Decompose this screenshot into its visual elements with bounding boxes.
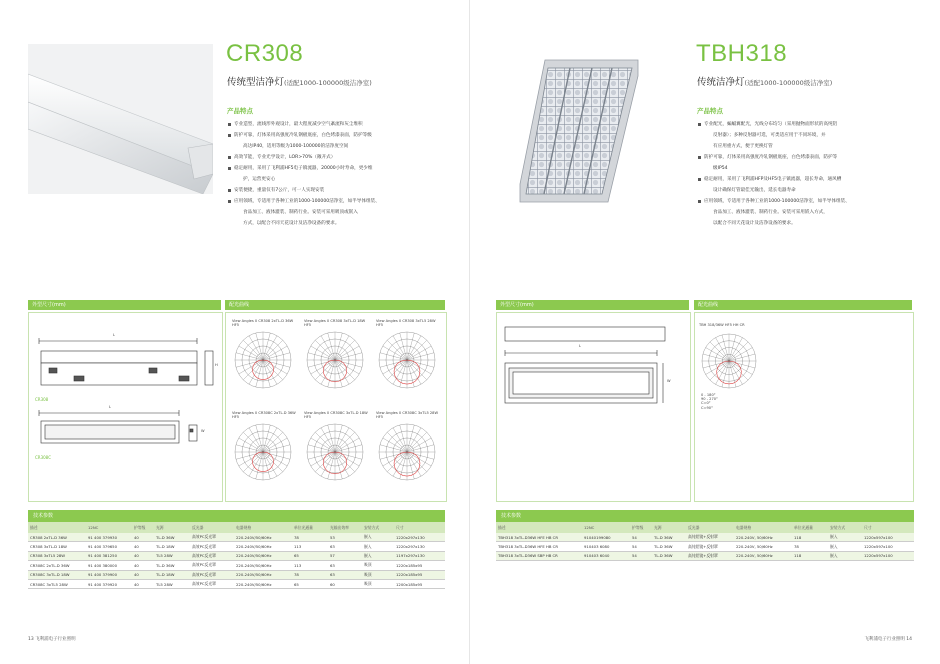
product-subtitle — [227, 74, 372, 88]
table-cell: TL-D 36W — [154, 533, 190, 542]
dim-letter-w: W — [667, 379, 671, 383]
tech-params-bar: 技术参数 — [496, 510, 914, 522]
table-cell: CR308 2xTL-D 36W — [28, 533, 86, 542]
table-cell: 910403 6080 — [582, 542, 630, 551]
polar-caption: View Angles 0 CR308 3xTL-D 18W HF5 — [304, 319, 366, 328]
polar-plot-item — [376, 411, 442, 483]
polar-plot — [699, 331, 759, 391]
feature-item: 方式，以配合不同天花设计及洁净设备的要求。 — [243, 221, 340, 226]
table-header-cell: 反光器 — [686, 522, 734, 533]
table-header-cell: 安装方式 — [828, 522, 862, 533]
table-cell: 63 — [328, 570, 362, 579]
table-header-row — [28, 522, 445, 533]
table-cell: 40 — [132, 542, 154, 551]
table-cell: 高效PC反光罩 — [190, 570, 234, 579]
page-footer-right: 飞利浦电子行业照明 14 — [864, 637, 912, 642]
feature-item: 防护可靠，灯体采用高强度冷轧钢板底座，白色烤漆表面，防护等级 — [227, 130, 452, 141]
feature-item: 安装便捷，重量仅有7公斤，可一人实现安装 — [227, 185, 452, 196]
table-body — [496, 533, 914, 561]
feature-item: 以配合不同天花设计及洁净设备的要求。 — [713, 221, 796, 226]
table-header-cell: 12NC — [582, 522, 630, 533]
table-cell: 91 400 379920 — [86, 579, 132, 588]
table-cell: 吸顶 — [362, 561, 394, 570]
light-distribution-bar: 配光曲线 — [225, 300, 445, 310]
feature-item: 稳定耐用，采用了飞利浦HF5电子镇流器，20000小时寿命，更少维 — [227, 163, 452, 174]
feature-item: 食品加工、液体灌装、制药行业。安装可采用吸顶或嵌入 — [243, 210, 358, 215]
features-list — [227, 119, 452, 229]
table-cell: 高纯铝镜+反射罩 — [686, 542, 734, 551]
polar-plot — [232, 329, 294, 391]
feature-item: 护，运营更安心 — [243, 177, 276, 182]
table-cell: 91 400 379650 — [86, 542, 132, 551]
light-distribution-bar: 配光曲线 — [694, 300, 912, 310]
polar-plot — [304, 421, 366, 483]
table-cell: 220-240V/50/60Hz — [234, 579, 292, 588]
table-cell: 54 — [630, 542, 652, 551]
feature-item: 反射器）；多种反射器可选，可类适应用于不同环境，并 — [713, 133, 826, 138]
table-cell: 吸顶 — [362, 570, 394, 579]
polar-plot-item — [232, 319, 298, 391]
table-body — [28, 533, 445, 589]
table-header-cell: 电器规格 — [734, 522, 792, 533]
right-page — [470, 0, 940, 664]
polar-caption: View Angles 0 CR308 3xTL5 28W HF5 — [376, 319, 436, 328]
table-cell: CR308 3xTL5 28W — [28, 551, 86, 560]
feature-item: 级IP54 — [713, 166, 728, 171]
table-cell: 220-240V/50/60Hz — [234, 542, 292, 551]
table-cell: 113 — [292, 561, 328, 570]
table-cell: 嵌入 — [828, 533, 862, 542]
dim-label-cr308c: CR308C — [35, 455, 51, 460]
table-cell: 1200x185x95 — [394, 579, 445, 588]
table-cell: CR308C 2xTL-D 36W — [28, 561, 86, 570]
table-header-cell: 安装方式 — [362, 522, 394, 533]
table-header-cell: 描述 — [28, 522, 86, 533]
table-header-cell: 光输出效率 — [328, 522, 362, 533]
table-cell: 1197x297x130 — [394, 551, 445, 560]
table-cell: CR308 3xTL-D 18W — [28, 542, 86, 551]
table-row — [28, 579, 445, 588]
cr308-product-photo — [28, 44, 213, 194]
feature-item: 防护可靠，灯体采用高强度冷轧钢板底座，白色烤漆表面，防护等 — [697, 152, 922, 163]
table-cell: 高效PC反光罩 — [190, 561, 234, 570]
table-header-cell: 尺寸 — [862, 522, 914, 533]
table-cell: 嵌入 — [362, 551, 394, 560]
features-heading: 产品特点 — [227, 107, 253, 115]
table-row — [496, 533, 914, 542]
table-cell: 220-240V/50/60Hz — [234, 561, 292, 570]
table-cell: 63 — [328, 561, 362, 570]
polar-caption: TBH 318/36W HF5 HH CR — [699, 323, 745, 327]
subtitle-text: 传统型洁净灯 — [227, 77, 285, 88]
dimensions-bar: 外型尺寸(mm) — [496, 300, 689, 310]
table-cell: 40 — [132, 570, 154, 579]
subtitle-text: 传统洁净灯 — [697, 77, 745, 88]
tech-params-table — [496, 522, 914, 561]
feature-item: 食品加工、液体灌装、制药行业。安装可采用嵌入方式， — [713, 210, 828, 215]
subtitle-note: (适配1000-100000级洁净室) — [284, 79, 372, 87]
table-cell: 40 — [132, 579, 154, 588]
product-subtitle — [697, 74, 832, 88]
table-header-cell: 电器规格 — [234, 522, 292, 533]
dim-letter-l: L — [579, 344, 582, 348]
table-row — [28, 561, 445, 570]
table-header-cell: 反光器 — [190, 522, 234, 533]
polar-plot-item — [376, 319, 442, 391]
table-cell: 高效PC反光罩 — [190, 579, 234, 588]
table-cell: 220-240V, 50/60Hz — [734, 533, 792, 542]
table-row — [496, 542, 914, 551]
dim-letter-w: W — [201, 429, 205, 433]
table-cell: 91 400 379930 — [86, 533, 132, 542]
table-row — [28, 542, 445, 551]
table-cell: 1220x185x95 — [394, 570, 445, 579]
table-cell: 78 — [292, 570, 328, 579]
dim-letter-h: H — [215, 363, 218, 367]
table-header-cell: 光源 — [652, 522, 686, 533]
table-cell: 嵌入 — [362, 542, 394, 551]
table-cell: CR308C 3xTL-D 18W — [28, 570, 86, 579]
feature-item: 有应用重方式，便于更换灯管 — [713, 144, 773, 149]
dimension-drawing — [497, 313, 690, 501]
table-cell: 57 — [328, 551, 362, 560]
feature-item: 高效节能，专业光学设计，LOR>70%（敞开式） — [227, 152, 452, 163]
table-header-cell: 护等级 — [630, 522, 652, 533]
polar-plot — [376, 329, 438, 391]
table-cell: 吸顶 — [362, 579, 394, 588]
tech-params-bar: 技术参数 — [28, 510, 445, 522]
table-cell: 63 — [328, 542, 362, 551]
polar-legend-item: C=90° — [701, 405, 713, 410]
table-cell: 1220x597x100 — [862, 542, 914, 551]
product-model-title: TBH318 — [696, 40, 788, 67]
feature-item: 应用领域，专适用于各种工业的1000-100000洁净室，如半导体组装、 — [697, 196, 922, 207]
table-cell: 高效PC反光罩 — [190, 533, 234, 542]
polar-plot — [232, 421, 294, 483]
table-cell: TL-D 36W — [652, 551, 686, 560]
table-row — [28, 551, 445, 560]
table-cell: 78 — [792, 542, 828, 551]
dim-letter-l: L — [113, 333, 116, 337]
table-header-cell: 描述 — [496, 522, 582, 533]
table-cell: TL-D 36W — [652, 542, 686, 551]
feature-item: 设计确保灯管最佳光输出，延长电器寿命 — [713, 188, 796, 193]
table-cell: 54 — [630, 551, 652, 560]
features-list — [697, 119, 922, 229]
table-cell: 40 — [132, 551, 154, 560]
table-header-cell: 护等级 — [132, 522, 154, 533]
table-header-cell: 光源 — [154, 522, 190, 533]
table-cell: 高效PC反光罩 — [190, 551, 234, 560]
table-cell: 高效PC反光罩 — [190, 542, 234, 551]
table-cell: TL5 28W — [154, 551, 190, 560]
polar-caption: View Angles 0 CR308 2xTL-D 36W HF5 — [232, 319, 294, 328]
polar-legend-item: 0 - 180° — [701, 393, 716, 397]
table-cell: 1220x597x100 — [862, 533, 914, 542]
dimension-drawing-panel — [28, 312, 223, 502]
table-cell: 91 400 381250 — [86, 551, 132, 560]
dim-label-cr308: CR308 — [35, 397, 49, 402]
tbh318-product-photo — [510, 52, 640, 214]
polar-plots-panel — [225, 312, 447, 502]
polar-plot — [376, 421, 438, 483]
table-cell: 78 — [292, 533, 328, 542]
table-cell: TL-D 18W — [154, 570, 190, 579]
table-cell: 65 — [292, 551, 328, 560]
table-header-cell: 单位光通量 — [792, 522, 828, 533]
feature-item: 专业配光，蝙蝠翼配光，光线分布均匀（采用抛物面形状的高纯铝 — [697, 119, 922, 130]
table-cell: 嵌入 — [828, 542, 862, 551]
polar-caption: View Angles 0 CR308C 3xTL5 28W HF5 — [376, 411, 439, 420]
table-cell: 118 — [792, 551, 828, 560]
feature-item: 专业造型，流线形外观设计，最大程度减少空气紊流和灰尘堆积 — [227, 119, 452, 130]
table-cell: 220-240V/50/60Hz — [234, 551, 292, 560]
table-cell: 1220x185x95 — [394, 561, 445, 570]
polar-legend-item: 90 - 270° — [701, 397, 718, 402]
table-row — [496, 551, 914, 560]
table-cell: 60 — [328, 579, 362, 588]
dimension-drawing — [29, 313, 222, 501]
table-cell: TL-D 18W — [154, 542, 190, 551]
table-cell: 91 400 379900 — [86, 570, 132, 579]
polar-plot-item — [232, 411, 298, 483]
polar-caption: View Angles 0 CR308C 2xTL-D 36W HF5 — [232, 411, 296, 420]
table-cell: 220-240V/50/60Hz — [234, 570, 292, 579]
table-cell: TL5 28W — [154, 579, 190, 588]
table-cell: TL-D 36W — [154, 561, 190, 570]
features-heading: 产品特点 — [697, 107, 723, 115]
table-cell: 高纯铝镜+反射罩 — [686, 533, 734, 542]
table-cell: 1220x297x130 — [394, 542, 445, 551]
table-header-cell: 12NC — [86, 522, 132, 533]
table-row — [28, 533, 445, 542]
table-cell: 1220x597x100 — [862, 551, 914, 560]
polar-plot — [304, 329, 366, 391]
table-cell: 220-240V/50/60Hz — [234, 533, 292, 542]
table-cell: 40 — [132, 561, 154, 570]
polar-plots-panel — [694, 312, 914, 502]
table-header-cell: 单位光通量 — [292, 522, 328, 533]
dimension-drawing-panel — [496, 312, 691, 502]
subtitle-note: (适配1000-100000级洁净室) — [744, 79, 833, 87]
feature-item: 应用领域，专适用于各种工业的1000-100000洁净室，如半导体组装、 — [227, 196, 452, 207]
table-cell: 113 — [292, 542, 328, 551]
table-cell: 1220x297x130 — [394, 533, 445, 542]
table-cell: 40 — [132, 533, 154, 542]
dim-letter-l-2: L — [109, 405, 112, 409]
table-row — [28, 570, 445, 579]
dimensions-bar: 外型尺寸(mm) — [28, 300, 221, 310]
table-cell: TBH318 3xTL-D36W HFE HB CR — [496, 542, 582, 551]
table-cell: 嵌入 — [362, 533, 394, 542]
table-cell: 高纯铝镜+反射罩 — [686, 551, 734, 560]
polar-legend-item: C=0° — [701, 401, 711, 406]
polar-plot-item — [304, 319, 370, 391]
table-cell: 嵌入 — [828, 551, 862, 560]
table-cell: 220-240V, 50/60Hz — [734, 551, 792, 560]
table-cell: TBH318 3xTL-D36W SBP HB CR — [496, 551, 582, 560]
table-cell: 91 400 380000 — [86, 561, 132, 570]
polar-caption: View Angles 0 CR308C 3xTL-D 18W HF5 — [304, 411, 368, 420]
product-model-title: CR308 — [226, 40, 304, 67]
table-cell: TBH318 3xTL-D36W HFE HB CR — [496, 533, 582, 542]
table-cell: 53 — [328, 533, 362, 542]
table-header-cell: 尺寸 — [394, 522, 445, 533]
polar-legend — [701, 393, 718, 410]
table-cell: 54 — [630, 533, 652, 542]
page-footer-left: 13 飞利浦电子行业照明 — [28, 637, 76, 642]
table-cell: 220-240V, 50/60Hz — [734, 542, 792, 551]
table-cell: CR308C 3xTL5 28W — [28, 579, 86, 588]
table-cell: 91040199080 — [582, 533, 630, 542]
table-cell: 910403 6040 — [582, 551, 630, 560]
table-header-row — [496, 522, 914, 533]
tech-params-table — [28, 522, 445, 589]
polar-plot-item — [304, 411, 370, 483]
table-cell: TL-D 36W — [652, 533, 686, 542]
table-cell: 118 — [792, 533, 828, 542]
feature-item: 高达IP40，适用等级为1000-100000的洁净度空间 — [243, 144, 349, 149]
feature-item: 稳定耐用，采用了飞利浦HFP及HF5电子镇流器，超长寿命，通风槽 — [697, 174, 922, 185]
table-cell: 65 — [292, 579, 328, 588]
